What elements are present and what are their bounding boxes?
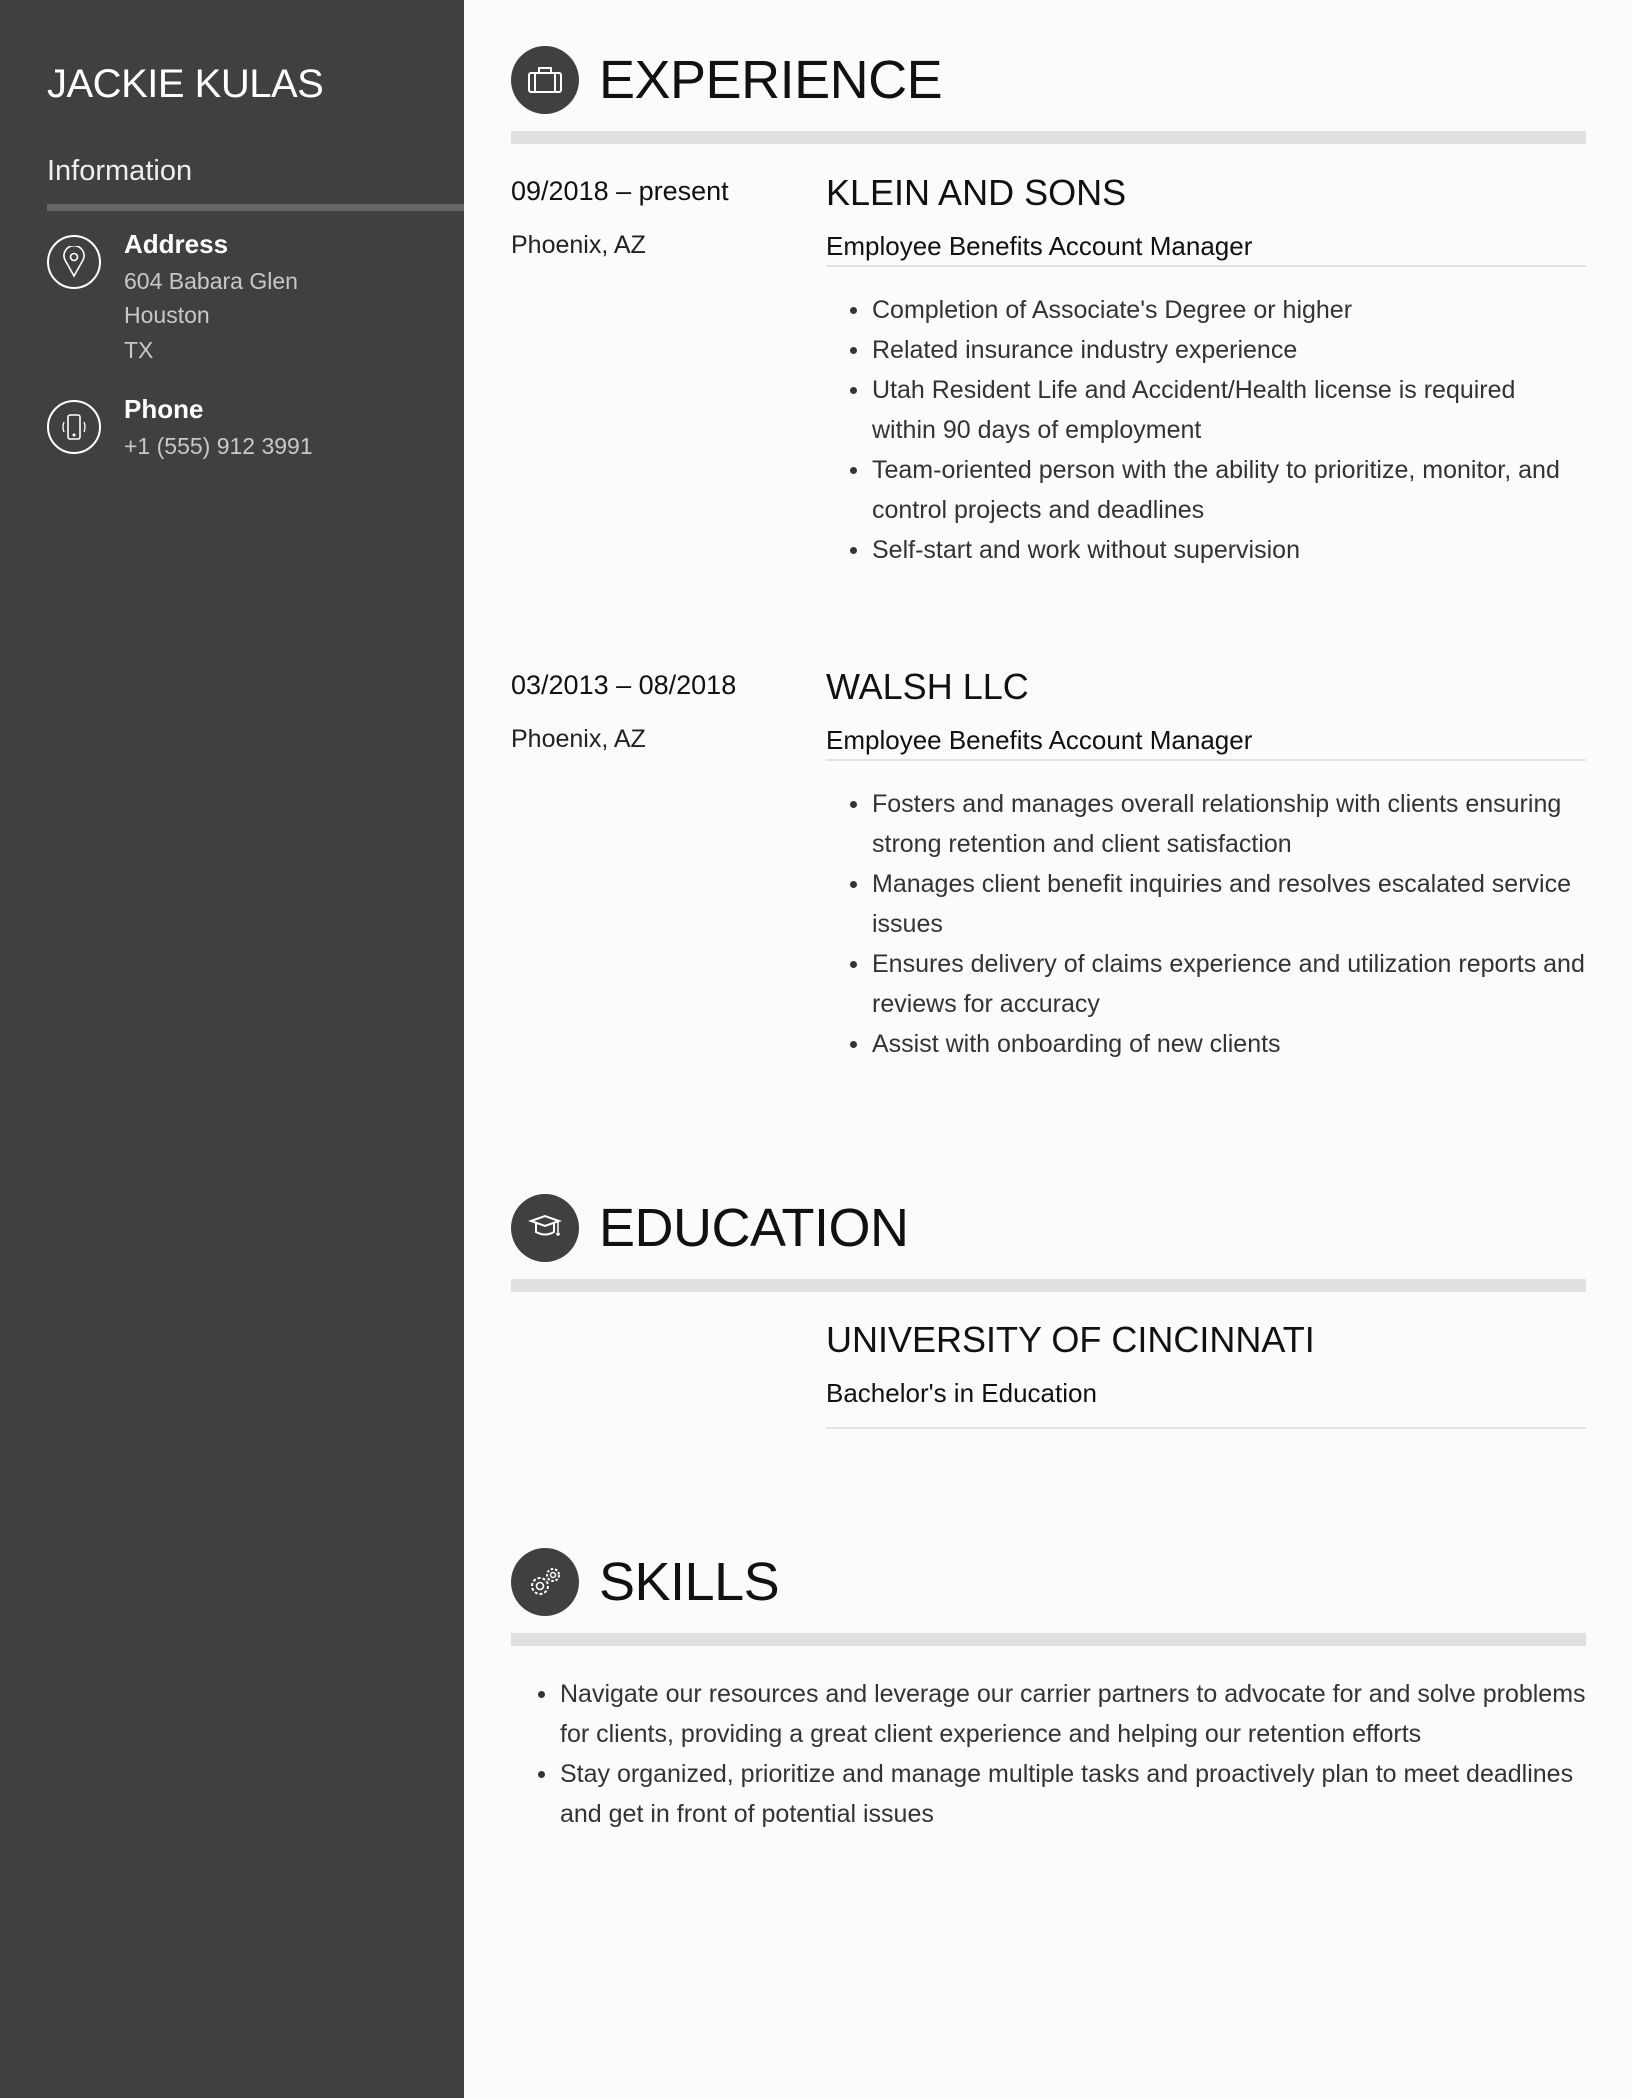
divider [826,759,1586,761]
list-item: Fosters and manages overall relationship with clients ensuring strong retention and client satisfaction [846,784,1586,864]
education-header [511,1194,909,1262]
information-heading: Information [47,155,193,187]
location-pin-icon [47,235,101,289]
address-label: Address [124,229,229,259]
list-item: Stay organized, prioritize and manage multiple tasks and proactively plan to meet deadlines and get in front of potential issues [534,1754,1586,1834]
list-item: Related insurance industry experience [846,330,1586,370]
section-divider [511,1279,1586,1292]
job-location: Phoenix, AZ [511,725,646,753]
school-name: UNIVERSITY OF CINCINNATI [826,1319,1315,1360]
sidebar [0,0,464,2098]
experience-header [511,46,942,114]
list-item: Completion of Associate's Degree or higher [846,290,1586,330]
gears-icon [511,1548,579,1616]
job-title: Employee Benefits Account Manager [826,725,1253,755]
job-company: WALSH LLC [826,666,1029,707]
job-date: 09/2018 – present [511,176,729,206]
address-line: TX [124,337,154,363]
phone-value: +1 (555) 912 3991 [124,433,313,459]
job-date: 03/2013 – 08/2018 [511,670,737,700]
list-item: Assist with onboarding of new clients [846,1024,1586,1064]
job-company: KLEIN AND SONS [826,172,1127,213]
job-bullets [846,784,1586,1064]
skills-header [511,1548,779,1616]
phone-icon [47,400,101,454]
address-line: 604 Babara Glen [124,268,298,294]
skills-heading: SKILLS [599,1552,780,1612]
job-location: Phoenix, AZ [511,231,646,259]
briefcase-icon [511,46,579,114]
phone-label: Phone [124,394,204,424]
list-item: Ensures delivery of claims experience and utilization reports and reviews for accuracy [846,944,1586,1024]
skills-list [534,1674,1586,1834]
address-line: Houston [124,302,210,328]
list-item: Navigate our resources and leverage our carrier partners to advocate for and solve problems for clients, providing a great client experience and helping our retention efforts [534,1674,1586,1754]
list-item: Self-start and work without supervision [846,530,1586,570]
job-bullets [846,290,1586,570]
education-heading: EDUCATION [599,1198,909,1258]
candidate-name: JACKIE KULAS [47,62,324,106]
degree: Bachelor's in Education [826,1378,1097,1408]
graduation-cap-icon [511,1194,579,1262]
list-item: Manages client benefit inquiries and resolves escalated service issues [846,864,1586,944]
experience-heading: EXPERIENCE [599,50,943,110]
section-divider [511,1633,1586,1646]
divider [826,265,1586,267]
section-divider [511,131,1586,144]
divider [47,204,464,211]
divider [826,1427,1586,1429]
job-title: Employee Benefits Account Manager [826,231,1253,261]
list-item: Team-oriented person with the ability to prioritize, monitor, and control projects and deadlines [846,450,1586,530]
list-item: Utah Resident Life and Accident/Health license is required within 90 days of employment [846,370,1586,450]
